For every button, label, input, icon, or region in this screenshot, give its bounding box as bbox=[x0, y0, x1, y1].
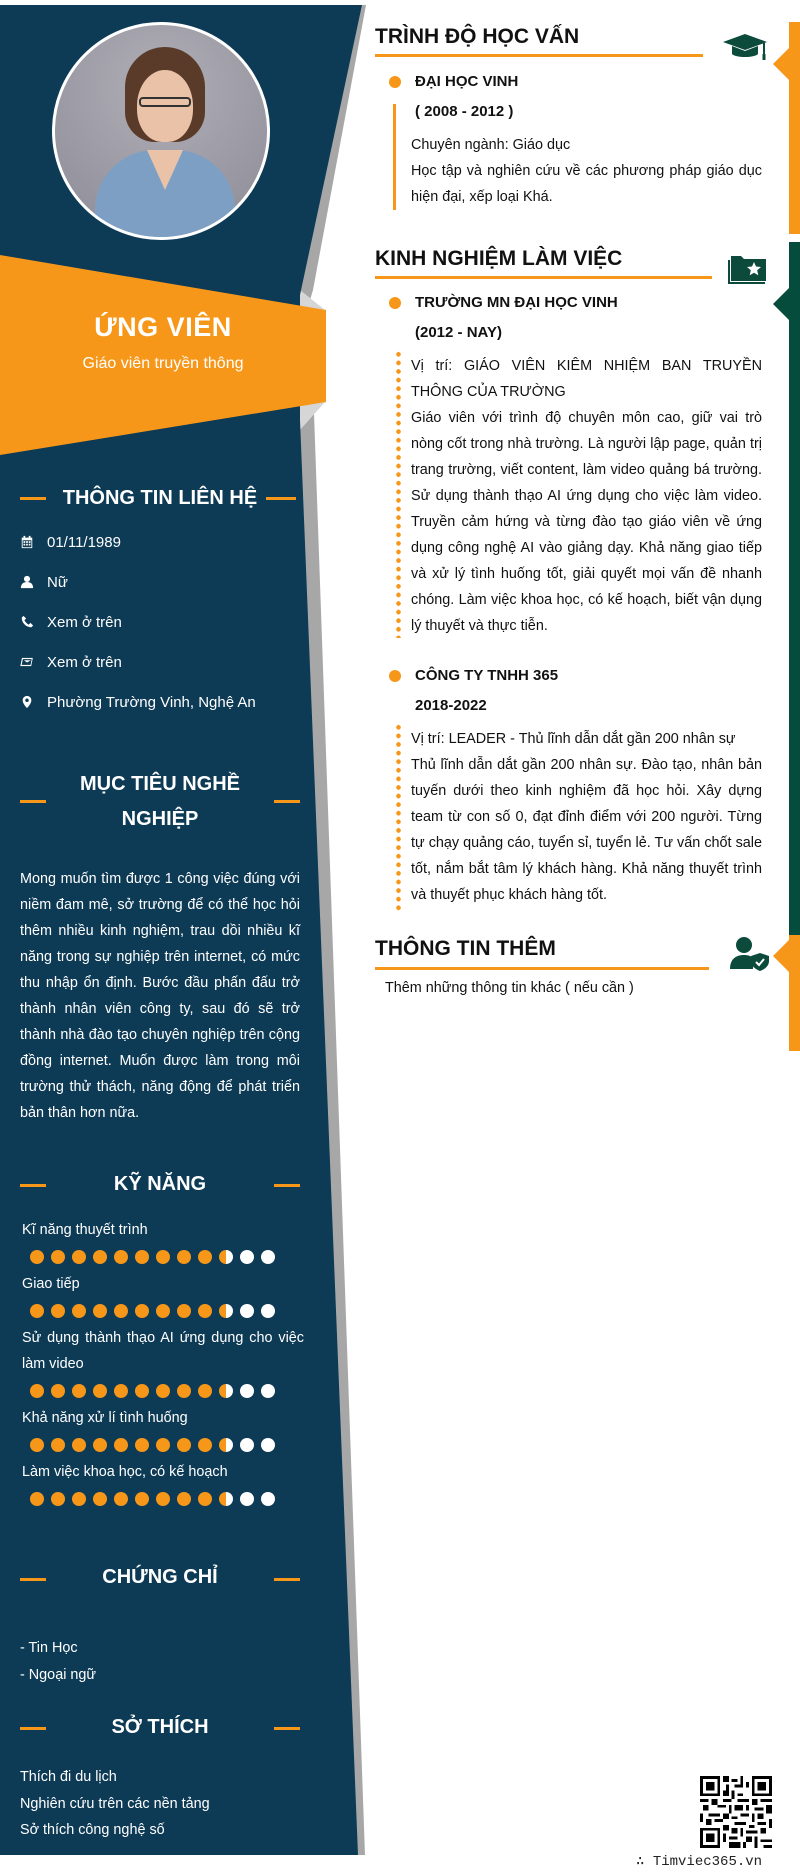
rating-dot bbox=[156, 1384, 170, 1398]
rating-dot bbox=[30, 1438, 44, 1452]
rating-dot bbox=[156, 1304, 170, 1318]
rating-dot bbox=[198, 1304, 212, 1318]
qr-code-icon bbox=[700, 1776, 772, 1848]
contact-email bbox=[20, 642, 300, 682]
rating-dot bbox=[135, 1250, 149, 1264]
folder-star-icon bbox=[728, 250, 770, 289]
contact-value[interactable]: Xem ở trên bbox=[47, 653, 122, 671]
avatar-glasses bbox=[139, 97, 191, 107]
rating-dot bbox=[51, 1304, 65, 1318]
rating-dot bbox=[156, 1438, 170, 1452]
experience-timeline bbox=[396, 723, 401, 913]
rating-dot bbox=[93, 1438, 107, 1452]
contact-address bbox=[20, 682, 300, 722]
job-company: TRƯỜNG MN ĐẠI HỌC VINH bbox=[415, 294, 618, 311]
skill-name: Kĩ năng thuyết trình bbox=[22, 1222, 148, 1238]
rating-dot bbox=[135, 1492, 149, 1506]
rating-dot-half bbox=[219, 1384, 233, 1398]
rating-dot bbox=[72, 1250, 86, 1264]
hobby-item: Nghiên cứu trên các nền tảng bbox=[20, 1795, 210, 1812]
additional-title: THÔNG TIN THÊM bbox=[375, 937, 556, 960]
job-description: Giáo viên với trình độ chuyên môn cao, giữ vai trò nòng cốt trong nhà trường. Là người lập page, quản trị trang trường, viết content, làm video quảng bá trường. Sử dụng thành thạo AI ứng dụng cho việc làm video. Truyền cảm hứng và từng đào tạo giáo viên về ứng dụng công nghệ AI vào giảng dạy. Khả năng giao tiếp và xử lý tình huống tốt, giải quyết mọi vấn đề nhanh chóng. Làm việc khoa học, có kế hoạch, biết vận dụng lý thuyết và thực tiễn. bbox=[411, 410, 762, 634]
skills-title: KỸ NĂNG bbox=[113, 1173, 207, 1195]
rating-dot-half bbox=[219, 1250, 233, 1264]
rating-dot bbox=[30, 1384, 44, 1398]
contact-list bbox=[20, 522, 300, 722]
rating-dot bbox=[198, 1250, 212, 1264]
rating-dot bbox=[93, 1304, 107, 1318]
objective-title-line2: NGHIỆP bbox=[121, 808, 199, 830]
rating-dot bbox=[72, 1304, 86, 1318]
contact-gender bbox=[20, 562, 300, 602]
rating-dot bbox=[30, 1492, 44, 1506]
email-icon bbox=[20, 655, 46, 669]
rating-dot bbox=[93, 1250, 107, 1264]
education-timeline bbox=[393, 104, 396, 210]
skill-rating bbox=[22, 1297, 304, 1325]
candidate-name: ỨNG VIÊN bbox=[94, 312, 232, 342]
objective-text: Mong muốn tìm được 1 công việc đúng với niềm đam mê, sở trường để có thể học hỏi thêm nhiều kinh nghiệm, trau dồi nhiều kĩ năng trong sự nghiệp trên internet, có mức thu nhập ổn định. Bước đầu phấn đấu trở thành nhân viên công ty, sau đó sẽ trở thành nhà đào tạo chuyên nghiệp trên cộng đồng internet. Muốn được làm trong môi trường thử thách, năng động để phát triển bản thân hơn nữa. bbox=[20, 871, 300, 1121]
rating-dot-empty bbox=[240, 1304, 254, 1318]
rating-dot bbox=[72, 1492, 86, 1506]
rating-dot bbox=[72, 1438, 86, 1452]
rating-dot bbox=[51, 1438, 65, 1452]
rating-dot bbox=[114, 1250, 128, 1264]
skill-name: Giao tiếp bbox=[22, 1276, 80, 1292]
rating-dot bbox=[51, 1492, 65, 1506]
contact-value: Nữ bbox=[47, 573, 68, 591]
rating-dot bbox=[72, 1384, 86, 1398]
rating-dot bbox=[135, 1438, 149, 1452]
education-major: Chuyên ngành: Giáo dục bbox=[411, 137, 571, 153]
rating-dot-empty bbox=[240, 1438, 254, 1452]
rating-dot-half bbox=[219, 1304, 233, 1318]
title-underline bbox=[375, 276, 712, 279]
skill-rating bbox=[22, 1243, 304, 1271]
skill-name: Khả năng xử lí tình huống bbox=[22, 1410, 188, 1426]
candidate-role: Giáo viên truyền thông bbox=[82, 355, 244, 372]
experience-timeline bbox=[396, 350, 401, 638]
rating-dot bbox=[177, 1250, 191, 1264]
certificate-item: - Ngoại ngữ bbox=[20, 1666, 97, 1683]
right-band-additional bbox=[789, 935, 800, 1051]
skill-item bbox=[22, 1405, 304, 1459]
education-bullet bbox=[389, 76, 401, 88]
skill-item bbox=[22, 1217, 304, 1271]
footer-brand[interactable]: ∴ Timviec365.vn bbox=[636, 1854, 763, 1870]
rating-dot-empty bbox=[261, 1492, 275, 1506]
avatar bbox=[52, 22, 270, 240]
contact-value[interactable]: Xem ở trên bbox=[47, 613, 122, 631]
rating-dot bbox=[156, 1492, 170, 1506]
contact-title: THÔNG TIN LIÊN HỆ bbox=[62, 487, 258, 509]
calendar-icon bbox=[20, 535, 46, 549]
rating-dot-empty bbox=[240, 1384, 254, 1398]
user-shield-icon bbox=[730, 935, 770, 976]
hobbies-list bbox=[20, 1764, 300, 1844]
skill-name: Sử dụng thành thạo AI ứng dụng cho việc làm video bbox=[22, 1330, 304, 1372]
job-position: Vị trí: GIÁO VIÊN KIÊM NHIỆM BAN TRUYỀN THÔNG CỦA TRƯỜNG bbox=[411, 358, 762, 400]
job-description: Thủ lĩnh dẫn dắt gần 200 nhân sự. Đào tạo, nhân bản tuyến dưới theo kinh nghiệm đã học hỏi. Xây dựng team từ con số 0, đạt đỉnh điểm với 200 người. Từng tự chạy quảng cáo, tuyển sỉ, tuyển lẻ. Tư vấn chốt sale tốt, nắm bắt tâm lý khách hàng. Khả năng thuyết trình và thuyết phục khách hàng tốt. bbox=[411, 757, 762, 903]
rating-dot bbox=[135, 1384, 149, 1398]
contact-phone bbox=[20, 602, 300, 642]
experience-bullet bbox=[389, 670, 401, 682]
right-band-notch bbox=[773, 48, 789, 80]
objective-title-line1: MỤC TIÊU NGHỀ bbox=[80, 773, 240, 795]
job-details bbox=[411, 726, 762, 908]
skill-item bbox=[22, 1459, 304, 1513]
title-underline bbox=[375, 967, 709, 970]
job-details bbox=[411, 353, 762, 639]
education-description: Học tập và nghiên cứu về các phương pháp giáo dục hiện đại, xếp loại Khá. bbox=[411, 163, 762, 205]
rating-dot bbox=[114, 1384, 128, 1398]
education-school: ĐẠI HỌC VINH bbox=[415, 73, 519, 90]
skill-rating bbox=[22, 1431, 304, 1459]
rating-dot-empty bbox=[240, 1492, 254, 1506]
location-icon bbox=[20, 695, 46, 709]
rating-dot-half bbox=[219, 1492, 233, 1506]
rating-dot bbox=[93, 1384, 107, 1398]
rating-dot bbox=[30, 1304, 44, 1318]
rating-dot bbox=[30, 1250, 44, 1264]
rating-dot bbox=[198, 1384, 212, 1398]
contact-value: Phường Trường Vinh, Nghệ An bbox=[47, 693, 256, 711]
certificates-title: CHỨNG CHỈ bbox=[102, 1566, 218, 1588]
rating-dot bbox=[198, 1492, 212, 1506]
education-details bbox=[411, 132, 762, 210]
rating-dot bbox=[93, 1492, 107, 1506]
experience-title: KINH NGHIỆM LÀM VIỆC bbox=[375, 247, 623, 270]
job-period: 2018-2022 bbox=[415, 697, 487, 714]
skill-item bbox=[22, 1325, 304, 1405]
rating-dot-empty bbox=[261, 1304, 275, 1318]
job-position: Vị trí: LEADER - Thủ lĩnh dẫn dắt gần 200 nhân sự bbox=[411, 731, 736, 747]
right-band-education bbox=[789, 22, 800, 234]
skill-rating bbox=[22, 1485, 304, 1513]
rating-dot bbox=[156, 1250, 170, 1264]
rating-dot-empty bbox=[261, 1438, 275, 1452]
graduation-cap-icon bbox=[722, 32, 768, 69]
hobby-item: Thích đi du lịch bbox=[20, 1769, 117, 1785]
rating-dot bbox=[114, 1304, 128, 1318]
hobby-item: Sở thích công nghệ số bbox=[20, 1822, 165, 1838]
rating-dot-empty bbox=[261, 1384, 275, 1398]
rating-dot bbox=[51, 1384, 65, 1398]
certificate-item: - Tin Học bbox=[20, 1640, 78, 1656]
phone-icon bbox=[20, 615, 46, 629]
rating-dot bbox=[114, 1438, 128, 1452]
rating-dot-half bbox=[219, 1438, 233, 1452]
title-underline bbox=[375, 54, 703, 57]
contact-birthday bbox=[20, 522, 300, 562]
rating-dot bbox=[177, 1304, 191, 1318]
right-band-notch bbox=[773, 940, 789, 972]
education-period: ( 2008 - 2012 ) bbox=[415, 103, 514, 120]
contact-value: 01/11/1989 bbox=[47, 533, 121, 551]
right-band-experience bbox=[789, 242, 800, 935]
right-band-notch bbox=[773, 288, 789, 320]
hobbies-title: SỞ THÍCH bbox=[111, 1716, 209, 1738]
rating-dot bbox=[114, 1492, 128, 1506]
certificates-list bbox=[20, 1635, 300, 1688]
additional-text: Thêm những thông tin khác ( nếu cần ) bbox=[385, 980, 634, 996]
rating-dot bbox=[51, 1250, 65, 1264]
user-icon bbox=[20, 575, 46, 589]
job-period: (2012 - NAY) bbox=[415, 324, 502, 341]
rating-dot-empty bbox=[240, 1250, 254, 1264]
experience-bullet bbox=[389, 297, 401, 309]
skill-name: Làm việc khoa học, có kế hoạch bbox=[22, 1464, 228, 1480]
skill-item bbox=[22, 1271, 304, 1325]
rating-dot bbox=[198, 1438, 212, 1452]
education-title: TRÌNH ĐỘ HỌC VẤN bbox=[375, 25, 580, 48]
rating-dot bbox=[177, 1492, 191, 1506]
job-company: CÔNG TY TNHH 365 bbox=[415, 667, 559, 684]
objective-title bbox=[20, 767, 300, 837]
rating-dot-empty bbox=[261, 1250, 275, 1264]
rating-dot bbox=[135, 1304, 149, 1318]
rating-dot bbox=[177, 1384, 191, 1398]
rating-dot bbox=[177, 1438, 191, 1452]
skill-rating bbox=[22, 1377, 304, 1405]
skills-list bbox=[22, 1217, 304, 1513]
